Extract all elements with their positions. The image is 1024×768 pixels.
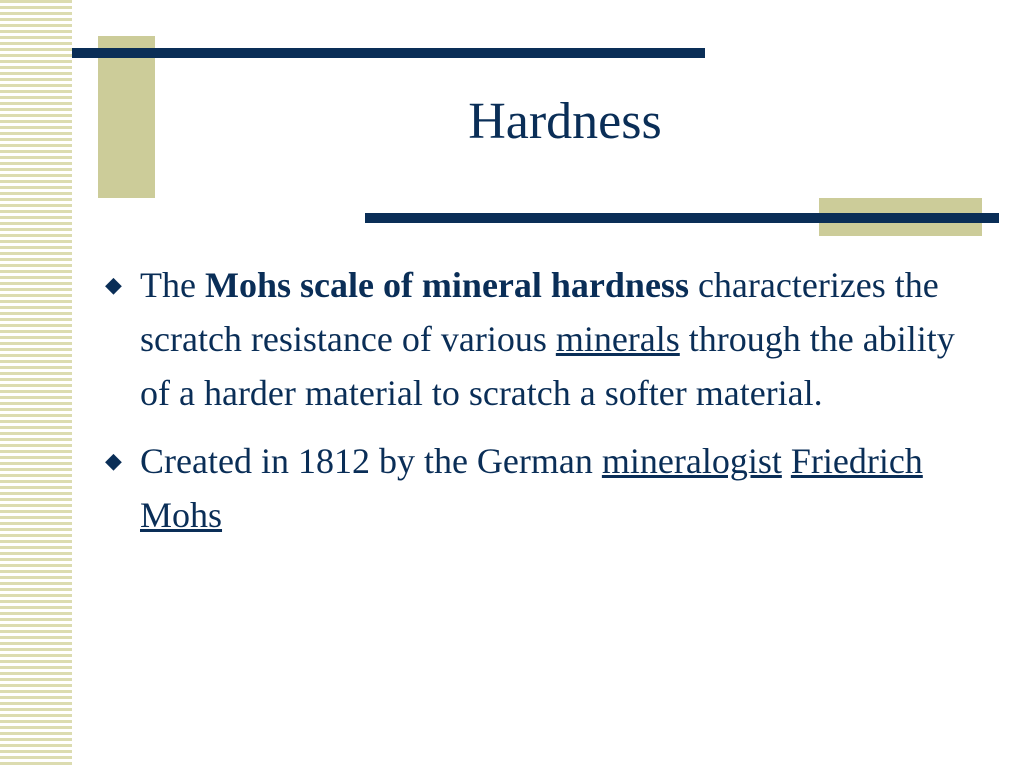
decorative-stripes	[0, 0, 72, 768]
diamond-bullet-icon: ◆	[105, 448, 122, 473]
bullet-list	[105, 258, 985, 556]
minerals-link[interactable]: minerals	[555, 319, 680, 359]
bullet-text: The Mohs scale of mineral hardness characterizes the scratch resistance of various minerals through the ability of a harder material to scratch a softer material.	[140, 265, 955, 413]
bold-term: Mohs scale of mineral hardness	[204, 265, 689, 305]
slide-title: Hardness	[468, 93, 662, 150]
bullet-text: Created in 1812 by the German mineralogist Friedrich Mohs	[140, 441, 923, 535]
bullet-item	[105, 434, 985, 542]
accent-block-left	[98, 36, 155, 198]
diamond-bullet-icon: ◆	[105, 272, 122, 297]
bottom-rule	[365, 213, 999, 223]
bullet-item	[105, 258, 985, 420]
top-rule	[72, 48, 705, 58]
friedrich-mohs-link[interactable]: Friedrich Mohs	[140, 441, 923, 535]
mineralogist-link[interactable]: mineralogist	[601, 441, 782, 481]
